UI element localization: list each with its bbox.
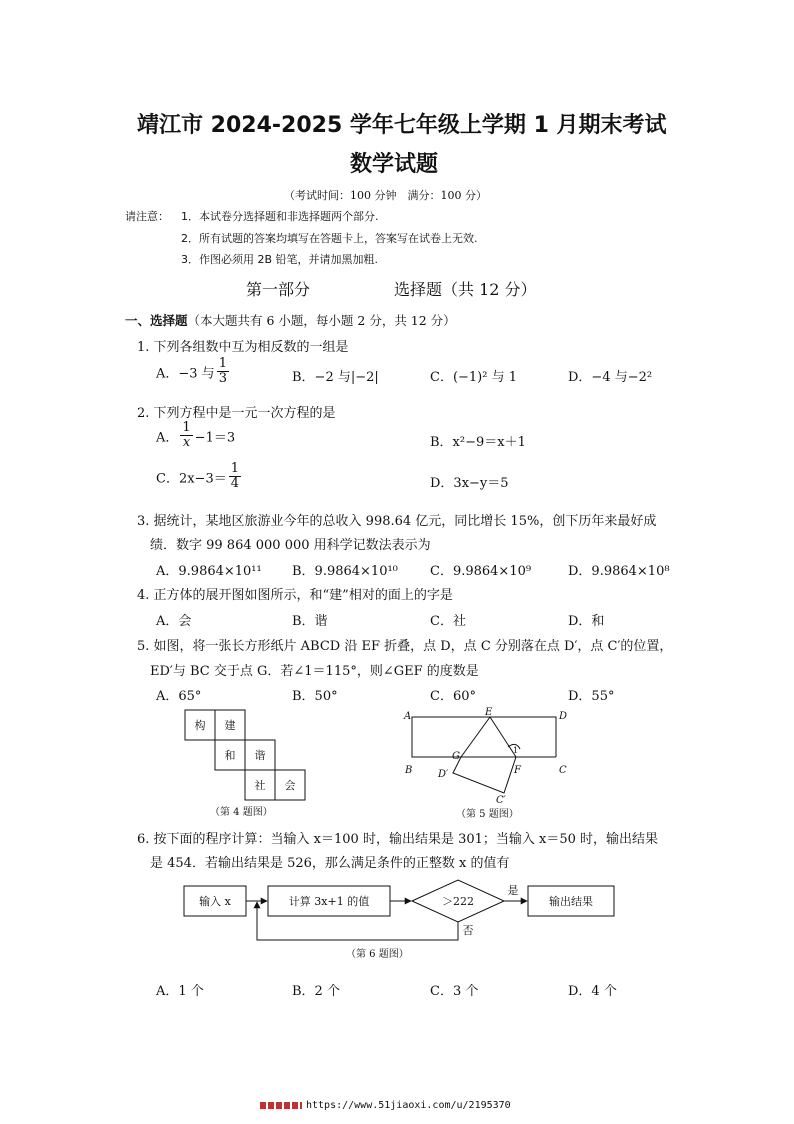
- flow-compute-label: 计算 3x+1 的值: [288, 895, 370, 908]
- section-desc: （本大题共有 6 小题，每小题 2 分，共 12 分）: [187, 313, 456, 328]
- figure-caption: （第 6 题图）: [346, 949, 409, 960]
- flow-yes-label: 是: [507, 884, 519, 897]
- q4-stem: 4. 正方体的展开图如图所示，和“建”相对的面上的字是: [137, 588, 453, 603]
- q1-stem: 1. 下列各组数中互为相反数的一组是: [137, 340, 349, 355]
- q4-option-a: A．会: [156, 614, 192, 629]
- angle-1-label: 1: [513, 746, 519, 755]
- notice-item: 1．本试卷分选择题和非选择题两个部分.: [181, 210, 379, 223]
- net-label: 谐: [254, 749, 266, 762]
- q6-option-b: B．2 个: [292, 984, 340, 999]
- q2-a-num: 1: [182, 420, 191, 435]
- flow-no-label: 否: [462, 924, 474, 937]
- fold-figure: [398, 703, 578, 823]
- point-A: A: [404, 711, 412, 722]
- flow-compare-label: ＞222: [442, 895, 474, 908]
- q1-option-c: C．(−1)² 与 1: [430, 370, 518, 385]
- exam-info: （考试时间：100 分钟 满分：100 分）: [284, 189, 487, 202]
- point-B: B: [405, 765, 413, 776]
- q1-option-b: B．−2 与|−2|: [292, 370, 379, 385]
- q3-option-a: A．9.9864×10¹¹: [156, 564, 262, 579]
- point-E: E: [485, 707, 493, 718]
- q2-c-num: 1: [230, 461, 239, 476]
- q1-a-text: A．−3 与: [156, 366, 215, 382]
- q3-stem-line2: 绩．数字 99 864 000 000 用科学记数法表示为: [150, 538, 431, 553]
- q4-option-d: D．和: [568, 614, 605, 629]
- net-label: 会: [284, 779, 296, 792]
- q6-stem-line1: 6. 按下面的程序计算：当输入 x＝100 时，输出结果是 301；当输入 x＝50 时，输出结果: [137, 832, 659, 847]
- q2-a-label: A．: [156, 430, 179, 446]
- rect-outline: [412, 717, 556, 757]
- notice-item: 3．作图必须用 2B 铅笔，并请加黑加粗.: [181, 253, 379, 266]
- q1-option-d: D．−4 与−2²: [568, 370, 653, 385]
- footer-logo-icon: [260, 1102, 302, 1109]
- net-label: 构: [194, 719, 206, 732]
- part-title: 选择题（共 12 分）: [394, 280, 537, 299]
- q3-option-d: D．9.9864×10⁸: [568, 564, 670, 579]
- q3-option-c: C．9.9864×10⁹: [430, 564, 532, 579]
- q4-option-c: C．社: [430, 614, 466, 629]
- exam-title: 靖江市 2024-2025 学年七年级上学期 1 月期末考试: [137, 113, 667, 138]
- exam-subtitle: 数学试题: [350, 152, 439, 177]
- footer-watermark: [260, 1100, 511, 1111]
- footer-url[interactable]: https://www.51jiaoxi.com/u/2195370: [306, 1100, 511, 1111]
- q1-a-den: 3: [218, 371, 227, 387]
- q6-option-c: C．3 个: [430, 984, 479, 999]
- folded-flap: [453, 757, 516, 793]
- q2-option-c: [156, 462, 243, 492]
- q3-stem-line1: 3. 据统计，某地区旅游业今年的总收入 998.64 亿元，同比增长 15%，创下历年来最好成: [137, 514, 657, 529]
- q2-a-rest: −1＝3: [194, 430, 236, 446]
- notice-item: 2．所有试题的答案均填写在答题卡上，答案写在试卷上无效.: [181, 232, 478, 245]
- line-EG: [461, 717, 490, 757]
- point-D: D: [559, 711, 568, 722]
- q5-option-a: A．65°: [156, 689, 202, 704]
- q6-option-a: A．1 个: [156, 984, 204, 999]
- point-D-prime: D′: [438, 769, 449, 780]
- cube-net-figure: [180, 705, 320, 825]
- q1-option-a: [156, 357, 231, 387]
- q2-c-den: 4: [230, 476, 239, 492]
- q6-stem-line2: 是 454．若输出结果是 526，那么满足条件的正整数 x 的值有: [150, 856, 510, 871]
- point-G: G: [452, 751, 460, 762]
- point-F: F: [514, 765, 521, 776]
- figure-caption: （第 5 题图）: [456, 809, 519, 820]
- flow-input-label: 输入 x: [199, 895, 231, 908]
- section-heading: [125, 311, 456, 329]
- q2-a-fraction: [180, 421, 192, 451]
- flow-output-label: 输出结果: [549, 895, 593, 908]
- q4-option-b: B．谐: [292, 614, 328, 629]
- flowchart-figure: [180, 874, 630, 964]
- q6-option-d: D．4 个: [568, 984, 617, 999]
- section-title: 一、选择题: [125, 313, 188, 328]
- q2-option-b: B．x²−9＝x＋1: [430, 435, 526, 450]
- notice-label: 请注意：: [125, 210, 169, 223]
- point-C-prime: C′: [496, 795, 506, 806]
- q5-option-b: B．50°: [292, 689, 338, 704]
- q3-option-b: B．9.9864×10¹⁰: [292, 564, 398, 579]
- q1-a-fraction: [217, 357, 229, 387]
- q1-a-num: 1: [218, 356, 227, 371]
- net-label: 和: [224, 749, 236, 762]
- point-C: C: [559, 765, 567, 776]
- q5-stem-line2: ED′与 BC 交于点 G．若∠1＝115°，则∠GEF 的度数是: [150, 664, 479, 679]
- q2-stem: 2. 下列方程中是一元一次方程的是: [137, 406, 336, 421]
- q2-option-d: D．3x−y＝5: [430, 476, 509, 491]
- q2-c-fraction: [229, 462, 241, 492]
- q2-a-den: x: [182, 435, 191, 451]
- net-label: 社: [254, 779, 266, 792]
- q2-c-text: C．2x−3＝: [156, 471, 227, 487]
- q2-option-a: [156, 421, 235, 451]
- q5-option-d: D．55°: [568, 689, 615, 704]
- q5-option-c: C．60°: [430, 689, 476, 704]
- part-label: 第一部分: [246, 280, 311, 299]
- figure-caption: （第 4 题图）: [210, 807, 273, 818]
- net-label: 建: [224, 719, 236, 732]
- q5-stem-line1: 5. 如图，将一张长方形纸片 ABCD 沿 EF 折叠，点 D，点 C 分别落在点 D′，点 C′的位置，: [137, 639, 673, 654]
